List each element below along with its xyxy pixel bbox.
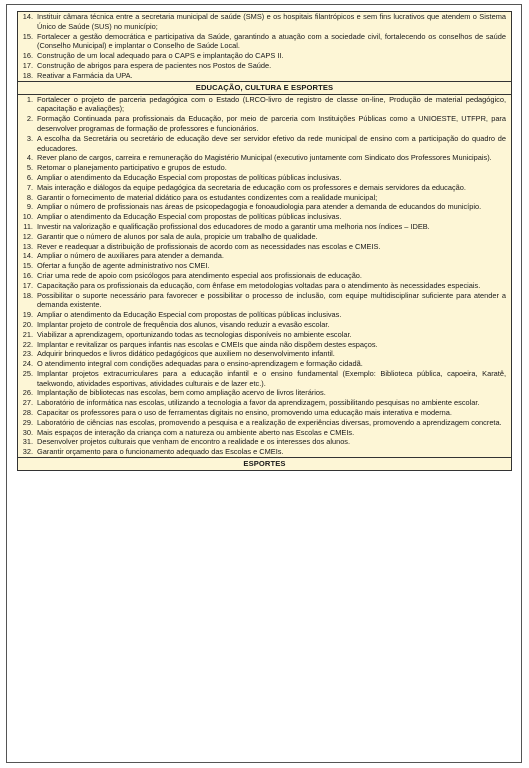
list-item-text: Rever e readequar a distribuição de profissionais de acordo com as necessidades nas escolas e CMEIS. [37,241,381,251]
list-item [20,261,506,271]
list-item-number: 17. [22,60,33,70]
list-item-number: 23. [22,349,33,359]
list-item [20,183,506,193]
list-item-text: Instituir câmara técnica entre a secretaria municipal de saúde (SMS) e os hospitais filantrópicos e sem fins lucrativos que atendem o Sistema Único de Saúde (SUS) no município; [37,12,506,31]
list-item [20,369,506,389]
list-item-number: 31. [22,437,33,447]
list-item [20,173,506,183]
list-item-number: 13. [22,241,33,251]
list-item-number: 14. [22,251,33,261]
list-item-number: 20. [22,319,33,329]
list-item [20,437,506,447]
list-item-number: 29. [22,417,33,427]
list-item [20,340,506,350]
list-item [20,398,506,408]
list-item-text: Garantir que o número de alunos por sala de aula, propicie um trabalho de qualidade. [37,231,318,241]
list-item [20,281,506,291]
list-item [20,95,506,115]
list-item [20,153,506,163]
list-item-number: 9. [26,202,33,212]
list-item-number: 7. [26,182,33,192]
list-item-text: Mais interação e diálogos da equipe pedagógica da secretaria de educação com os professores e demais servidores da educação. [37,182,466,192]
list-item-text: Laboratório de informática nas escolas, utilizando a tecnologia a favor da aprendizagem, possibilitando pesquisas no ambiente escolar. [37,398,480,408]
list-item-number: 5. [26,163,33,173]
list-item-text: Mais espaços de interação da criança com a natureza ou ambiente aberto nas Escolas e CMEIs. [37,427,355,437]
list-item-number: 26. [22,388,33,398]
list-item-number: 15. [22,261,33,271]
list-item [20,12,506,32]
list-item [20,349,506,359]
list-item [20,61,506,71]
list-item-text: Fortalecer a gestão democrática e participativa da Saúde, garantindo a atuação com a sociedade civil, fortalecendo os conselhos de saúde (Conselho Municipal) e implantar o Conselho de Saúde Local. [37,31,506,51]
list-item [20,242,506,252]
list-item-number: 19. [22,310,33,320]
list-item [20,388,506,398]
list-item-text: Ofertar a função de agente administrativo nos CMEI. [37,261,210,271]
list-item-text: A escolha da Secretária ou secretário de educação deve ser servidor efetivo da rede municipal de ensino com a participação do quadro de educadores. [37,133,506,153]
list-item [20,320,506,330]
list-item-number: 17. [22,280,33,290]
list-item-text: Ampliar o atendimento da Educação Especial com propostas de políticas públicas inclusivas. [37,172,342,182]
list-item-text: Garantir orçamento para o funcionamento adequado das Escolas e CMEIs. [37,447,284,457]
section-title-education: EDUCAÇÃO, CULTURA E ESPORTES [18,81,512,94]
list-item-text: Fortalecer o projeto de parceria pedagógica com o Estado (LRCO-livro de registro de classe on-line, Produção de material pedagógico, capacitação e avaliações); [37,94,506,114]
list-item-number: 16. [22,270,33,280]
list-item-number: 14. [22,12,33,21]
list-item [20,251,506,261]
list-item-text: Implantação de bibliotecas nas escolas, bem como ampliação acervo de livros literários. [37,388,326,398]
list-item-text: Reativar a Farmácia da UPA. [37,70,133,80]
list-item [20,291,506,311]
health-items-cell [18,12,512,82]
list-item-text: Desenvolver projetos culturais que venham de encontro a realidade e os interesses dos alunos. [37,437,351,447]
education-section-header-row [18,81,512,94]
list-item-number: 6. [26,172,33,182]
list-item-text: Adquirir brinquedos e livros didático pedagógicos que auxiliem no desenvolvimento infantil. [37,349,335,359]
list-item [20,232,506,242]
list-item-number: 10. [22,212,33,222]
list-item-text: Rever plano de cargos, carreira e remuneração do Magistério Municipal (executivo juntamente com Sindicato dos Professores Municipais). [37,153,492,163]
list-item-number: 1. [26,94,33,104]
list-item [20,193,506,203]
education-items-cell [18,94,512,457]
list-item [20,408,506,418]
list-item-number: 11. [23,221,33,231]
list-item [20,202,506,212]
list-item-number: 18. [22,290,33,300]
list-item-number: 21. [22,329,33,339]
list-item-number: 32. [22,447,33,457]
list-item [20,310,506,320]
list-item-number: 24. [22,359,33,369]
list-item-number: 8. [26,192,33,202]
list-item-text: Implantar e revitalizar os parques infantis nas escolas e CMEIs que ainda não dispõem destes espaços. [37,339,378,349]
list-item [20,359,506,369]
list-item-text: Capacitar os professores para o uso de ferramentas digitais no ensino, promovendo uma educação mais interativa e moderna. [37,408,452,418]
list-item-text: Laboratório de ciências nas escolas, promovendo a pesquisa e a realização de experiências diversas, promovendo a aprendizagem concreta. [37,417,502,427]
list-item-number: 30. [22,427,33,437]
list-item-number: 4. [26,153,33,163]
list-item [20,330,506,340]
list-item-number: 28. [22,408,33,418]
list-item-text: Construção de abrigos para espera de pacientes nos Postos de Saúde. [37,60,272,70]
list-item-text: Formação Continuada para profissionais da Educação, por meio de parceria com Instituições Públicas como a UNIOESTE, UTFPR, para desenvolver programas de formação de professores e funcionários. [37,114,506,133]
list-item [20,447,506,457]
list-item-text: Implantar projetos extracurriculares para a educação infantil e o ensino fundamental (Exemplo: Biblioteca pública, capoeira, Karatê, taekwondo, atividades esportivas, atividades culturais e de lazer etc.). [37,368,506,388]
list-item-number: 25. [22,368,33,378]
list-item-number: 22. [22,339,33,349]
list-item-text: Viabilizar a aprendizagem, oportunizando todas as tecnologias disponíveis no ambiente escolar. [37,329,352,339]
list-item-text: Retomar o planejamento participativo e grupos de estudo. [37,163,227,173]
list-item-number: 15. [22,31,33,41]
intro-items-row [18,12,512,82]
sports-section-header-row [18,458,512,471]
list-item-number: 3. [26,133,33,143]
list-item [20,428,506,438]
list-item-text: Capacitação para os profissionais da educação, com ênfase em metodologias voltadas para o atendimento às necessidades especiais. [37,280,481,290]
list-item-text: Implantar projeto de controle de frequência dos alunos, visando reduzir a evasão escolar. [37,319,330,329]
list-item-number: 18. [22,70,33,80]
list-item [20,222,506,232]
list-item [20,114,506,134]
list-item [20,134,506,154]
list-item-text: Construção de um local adequado para o CAPS e implantação do CAPS II. [37,51,284,61]
list-item-number: 2. [26,114,33,124]
list-item-number: 16. [22,51,33,61]
list-item [20,32,506,52]
education-items-row [18,94,512,457]
list-item-text: Ampliar o atendimento da Educação Especial com propostas de políticas públicas inclusivas. [37,310,342,320]
list-item [20,212,506,222]
section-title-sports: ESPORTES [18,458,512,471]
list-item-number: 12. [22,231,33,241]
list-item [20,51,506,61]
list-item [20,163,506,173]
list-item-text: Criar uma rede de apoio com psicólogos para atendimento especial aos profissionais de educação. [37,270,362,280]
list-item-text: Ampliar o atendimento da Educação Especial com propostas de políticas públicas inclusivas. [37,212,342,222]
list-item-text: O atendimento integral com condições adequadas para o ensino-aprendizagem e formação cidadã. [37,359,363,369]
list-item-text: Possibilitar o suporte necessário para favorecer e possibilitar o processo de inclusão, com equipe multidisciplinar suficiente para atender a demanda existente. [37,290,506,310]
list-item-text: Ampliar o número de profissionais nas áreas de psicopedagogia e fonoaudiologia para atender a demanda de educandos do município. [37,202,482,212]
list-item-text: Garantir o fornecimento de material didático para os estudantes condizentes com a realidade municipal; [37,192,378,202]
list-item [20,71,506,81]
proposal-table [17,11,512,471]
list-item-text: Ampliar o número de auxiliares para atender a demanda. [37,251,224,261]
list-item [20,271,506,281]
list-item-number: 27. [22,398,33,408]
list-item-text: Investir na valorização e qualificação profissional dos educadores de modo a garantir uma melhoria nos índices – IDEB. [37,221,430,231]
list-item [20,418,506,428]
